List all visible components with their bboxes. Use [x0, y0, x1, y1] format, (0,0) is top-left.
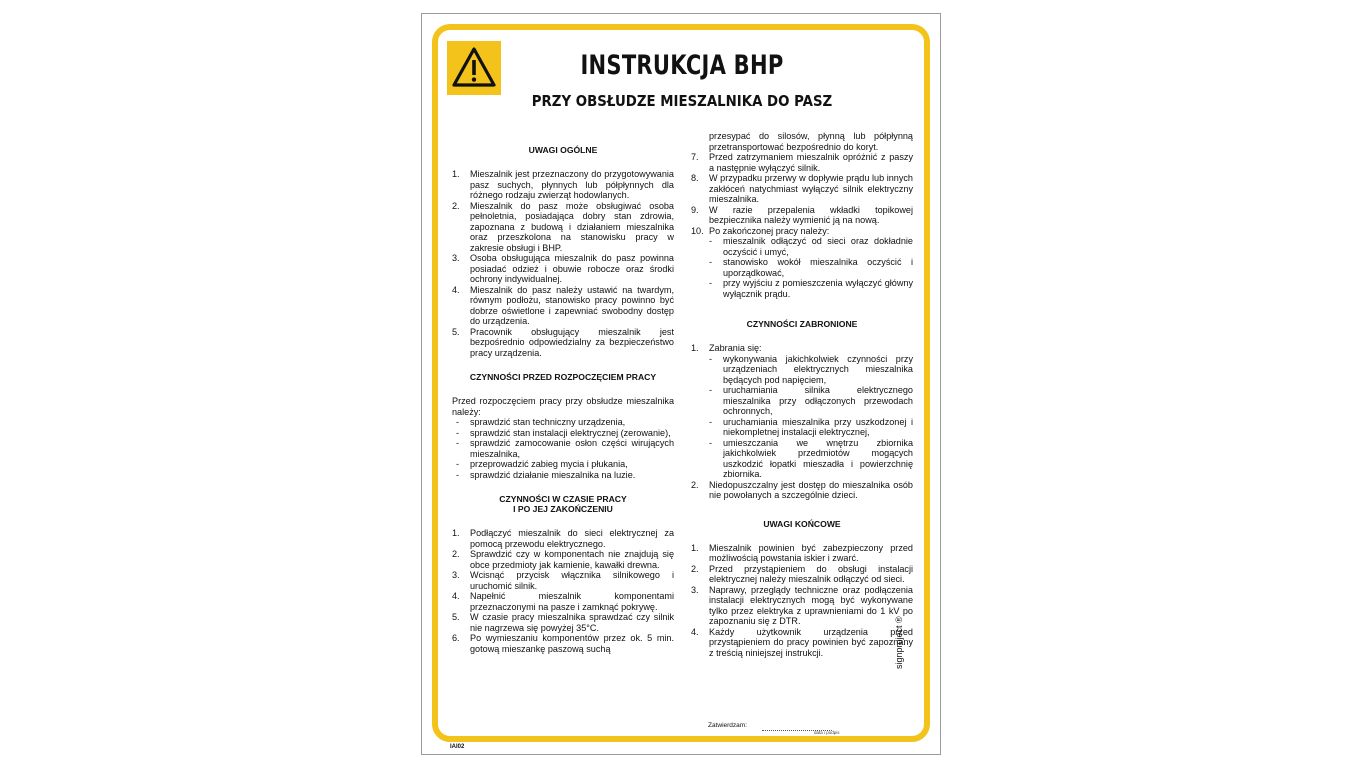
forbidden-list [691, 343, 913, 501]
general-list [452, 169, 674, 358]
forbidden-sublist [709, 354, 913, 480]
approved-label: Zatwierdzam: [708, 722, 748, 729]
list-item: - przeprowadzić zabieg mycia i płukania, [452, 459, 674, 470]
list-item: - stanowisko wokół mieszalnika oczyścić i uporządkować, [709, 257, 913, 278]
after-work-list [709, 236, 913, 299]
signature-label: data i podpis [814, 730, 840, 735]
list-item: 1. Mieszalnik powinien być zabezpieczony przed możliwością powstania iskier i zwarć. [691, 542, 913, 563]
section-heading-before-work: CZYNNOŚCI PRZED ROZPOCZĘCIEM PRACY [469, 372, 657, 382]
list-item: - mieszalnik odłączyć od sieci oraz dokładnie oczyścić i umyć, [709, 236, 913, 257]
list-item: 10. Po zakończonej pracy należy: - mieszalnik odłączyć od sieci oraz dokładnie oczyścić i umyć, - stanowisko wokół mieszalnika oczyścić i uporządkować, - przy wyjściu z pomieszczenia wyłączyć główny wyłącznik prądu. [691, 226, 913, 300]
warning-triangle-icon [447, 41, 501, 95]
list-item: 4. Napełnić mieszalnik komponentami przeznaczonymi na pasze i zamknąć pokrywę. [452, 591, 674, 612]
list-item: - sprawdzić zamocowanie osłon części wirujących mieszalnika, [452, 438, 674, 459]
product-code: IAI02 [450, 744, 465, 750]
list-item: - uruchamiania mieszalnika przy uszkodzonej i niekompletnej instalacji elektrycznej, [709, 417, 913, 438]
list-item: 8. W przypadku przerwy w dopływie prądu lub innych zakłóceń natychmiast wyłączyć silnik elektryczny mieszalnika. [691, 173, 913, 204]
list-item: 6. Po wymieszaniu komponentów przez ok. 5 min. gotową mieszankę paszową suchą [452, 633, 674, 654]
right-column [691, 131, 913, 658]
list-item: 9. W razie przepalenia wkładki topikowej bezpiecznika należy wymienić ją na nową. [691, 204, 913, 225]
list-item: 4. Każdy użytkownik urządzenia przed przystąpieniem do pracy powinien być zapoznany z treścią niniejszej instrukcji. [691, 626, 913, 658]
sign-subtitle: PRZY OBSŁUDZE MIESZALNIKA DO PASZ [531, 92, 833, 110]
list-item: 2. Niedopuszczalny jest dostęp do mieszalnika osób nie powołanych a szczególnie dzieci. [691, 479, 913, 500]
list-item: 3. Wcisnąć przycisk włącznika silnikowego i uruchomić silnik. [452, 570, 674, 591]
list-item: 2. Przed przystąpieniem do obsługi instalacji elektrycznej należy mieszalnik odłączyć od sieci. [691, 563, 913, 584]
safety-instruction-sign [421, 13, 941, 755]
left-column [452, 131, 674, 654]
brand-label: signproject ® [894, 616, 904, 669]
list-item: 2. Mieszalnik do pasz może obsługiwać osoba pełnoletnia, posiadająca dobry stan zdrowia, zapoznana z budową i działaniem mieszalnika oraz przeszkolona na stanowisku pracy w zakresie obsługi i BHP. [452, 200, 674, 253]
final-list [691, 543, 913, 659]
list-item: 5. Pracownik obsługujący mieszalnik jest bezpośrednio odpowiedzialny za bezpieczeństwo pracy urządzenia. [452, 326, 674, 358]
during-work-list-continued [691, 152, 913, 299]
list-item: - sprawdzić stan instalacji elektrycznej (zerowanie), [452, 428, 674, 439]
list-item: 1. Mieszalnik jest przeznaczony do przygotowywania pasz suchych, płynnych lub półpłynnych dla różnego rodzaju zwierząt hodowlanych. [452, 169, 674, 200]
list-item: - przy wyjściu z pomieszczenia wyłączyć główny wyłącznik prądu. [709, 278, 913, 299]
list-item: 4. Mieszalnik do pasz należy ustawić na twardym, równym podłożu, stanowisko pracy powinno być dobrze oświetlone i zapewniać swobodny dostęp do urządzenia. [452, 284, 674, 326]
section-heading-general: UWAGI OGÓLNE [528, 145, 598, 155]
list-item: - uruchamiania silnika elektrycznego mieszalnika przy odłączonych przewodach ochronnych, [709, 385, 913, 417]
list-item: - wykonywania jakichkolwiek czynności przy urządzeniach elektrycznych mieszalnika będących pod napięciem, [709, 354, 913, 386]
list-item: 5. W czasie pracy mieszalnika sprawdzać czy silnik nie nagrzewa się powyżej 35°C. [452, 612, 674, 633]
list-item: 1. Podłączyć mieszalnik do sieci elektrycznej za pomocą przewodu elektrycznego. [452, 528, 674, 549]
before-work-intro: Przed rozpoczęciem pracy przy obsłudze mieszalnika należy: [452, 396, 674, 417]
section-heading-forbidden: CZYNNOŚCI ZABRONIONE [746, 319, 858, 329]
during-work-list [452, 528, 674, 654]
list-item: - sprawdzić działanie mieszalnika na luzie. [452, 470, 674, 481]
list-item: 7. Przed zatrzymaniem mieszalnik opróżnić z paszy a następnie wyłączyć silnik. [691, 152, 913, 173]
list-item: 3. Naprawy, przeglądy techniczne oraz podłączenia instalacji elektrycznych mogą być wykonywane tylko przez elektryka z uprawnieniami do 1 kV po zapoznaniu się z DTR. [691, 584, 913, 626]
list-item: 2. Sprawdzić czy w komponentach nie znajdują się obce przedmioty jak kamienie, kawałki drewna. [452, 549, 674, 570]
before-work-list [452, 417, 674, 480]
list-item: 1. Zabrania się: - wykonywania jakichkolwiek czynności przy urządzeniach elektrycznych mieszalnika będących pod napięciem, - uruchamiania silnika elektrycznego mieszalnika przy odłączonych przewodach ochronnych, - uruchamiania mieszalnika przy uszkodzonej i niekompletnej instalacji elektrycznej, - umieszczania we wnętrzu zbiornika jakichkolwiek przedmiotów mogących uszkodzić łopatki mieszadła i powierzchnię zbiornika. [691, 343, 913, 480]
list-item: - sprawdzić stan techniczny urządzenia, [452, 417, 674, 428]
sign-title: INSTRUKCJA BHP [580, 50, 784, 81]
section-heading-final: UWAGI KOŃCOWE [763, 518, 841, 529]
item-6-continuation: przesypać do silosów, płynną lub półpłynną przetransportować bezpośrednio do koryt. [709, 131, 913, 152]
list-item: 3. Osoba obsługująca mieszalnik do pasz powinna posiadać odzież i obuwie robocze oraz środki ochrony indywidualnej. [452, 253, 674, 284]
section-heading-during-work: CZYNNOŚCI W CZASIE PRACY I PO JEJ ZAKOŃCZENIU [499, 494, 627, 514]
list-item: - umieszczania we wnętrzu zbiornika jakichkolwiek przedmiotów mogących uszkodzić łopatki mieszadła i powierzchnię zbiornika. [709, 438, 913, 480]
